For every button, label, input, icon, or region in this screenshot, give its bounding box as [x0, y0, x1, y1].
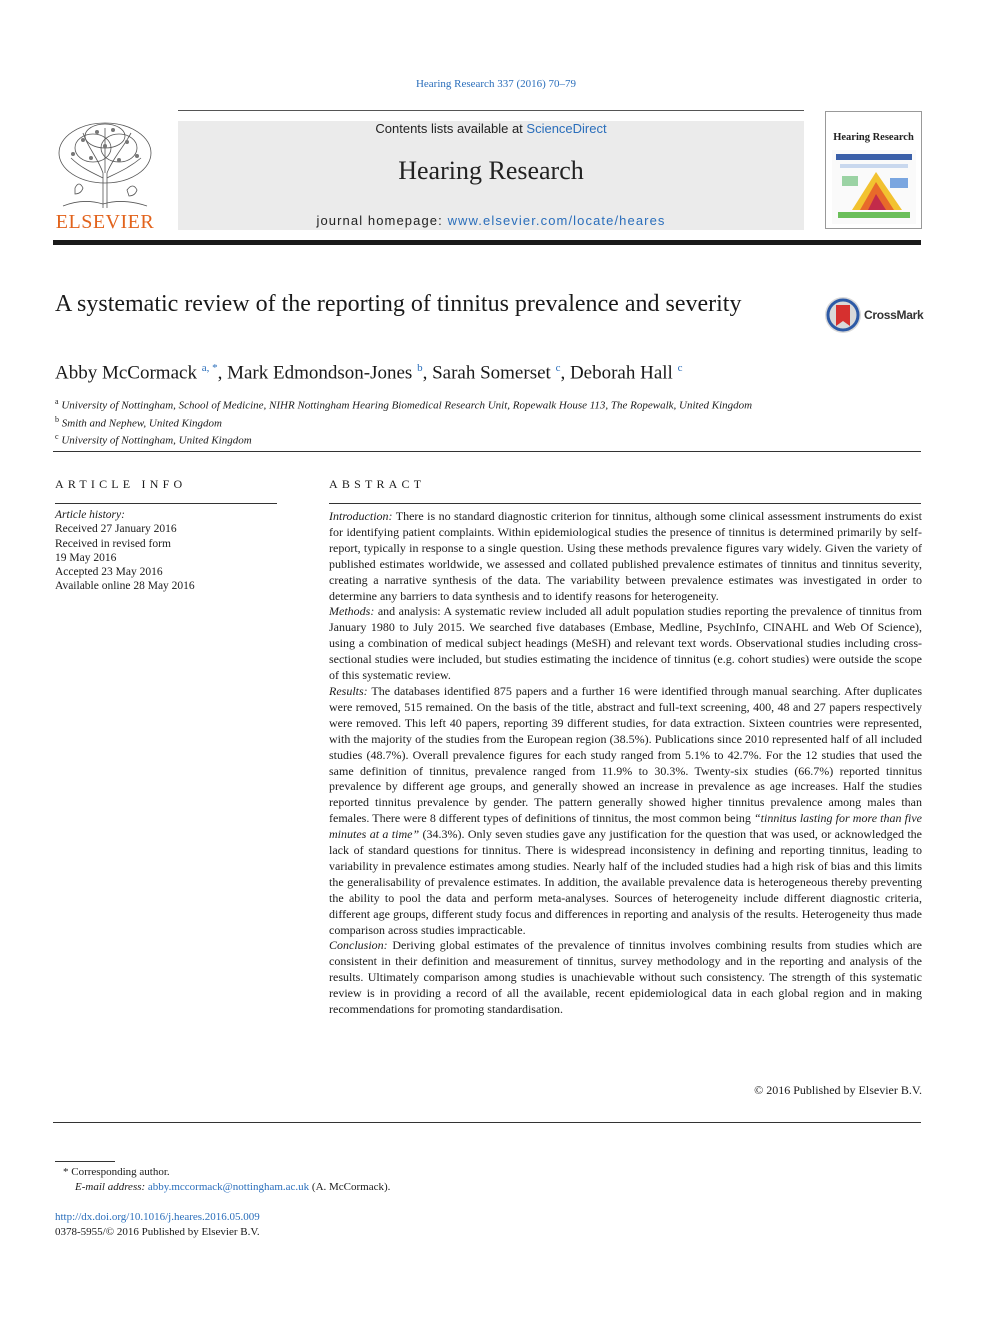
journal-banner: [178, 121, 804, 230]
affiliation-text: University of Nottingham, School of Medicine, NIHR Nottingham Hearing Biomedical Research Unit, Ropewalk House 113, The Ropewalk, United Kingdom: [61, 399, 753, 412]
methods-text: and analysis: A systematic review included all adult population studies reporting the prevalence of tinnitus from January 1980 to July 2015. We searched five databases (Embase, Medline, PsychInfo, CINAHL and Web Of Science), using a combination of medical subject headings (MeSH) and relevant text words. Observational studies including cross-sectional studies were included, but studies estimating the incidence of tinnitus (e.g. cohort studies) were outside the scope of this systematic review.: [329, 604, 922, 683]
footer-divider: [53, 1122, 921, 1123]
abstract-heading: ABSTRACT: [329, 477, 426, 491]
conclusion-text: Deriving global estimates of the prevalence of tinnitus involves combining results from studies which are consistent in their definition and measurement of tinnitus, survey methodology and in the reporting and analysis of the results. Ultimately comparison among studies is unachievable without such consistency. The strength of this systematic review is in providing a record of all the available, recent epidemiological data in each global region and in making recommendations for promoting standardisation.: [329, 938, 922, 1017]
email-note: [55, 1180, 655, 1195]
corresponding-text: Corresponding author.: [68, 1166, 170, 1178]
section-divider: [53, 451, 921, 452]
corresponding-author-note: [55, 1165, 655, 1180]
homepage-prefix: journal homepage:: [316, 213, 448, 228]
doi-link[interactable]: http://dx.doi.org/10.1016/j.heares.2016.05.009: [55, 1211, 260, 1223]
abstract-conclusion: [329, 938, 922, 1018]
email-label: E-mail address:: [75, 1181, 146, 1193]
footnotes: [55, 1165, 655, 1195]
history-line: 19 May 2016: [55, 551, 117, 564]
history-line: Received in revised form: [55, 537, 171, 550]
header-top-rule: [178, 110, 804, 111]
copyright-notice: © 2016 Published by Elsevier B.V.: [754, 1083, 922, 1097]
contents-prefix: Contents lists available at: [375, 121, 527, 136]
history-line: Available online 28 May 2016: [55, 580, 195, 593]
author-separator: ,: [217, 362, 228, 384]
journal-cover-thumbnail[interactable]: [825, 111, 922, 229]
affiliation-item: [55, 413, 915, 431]
author-name[interactable]: Abby McCormack: [55, 362, 197, 384]
contents-line: [178, 121, 804, 136]
conclusion-label: Conclusion:: [329, 938, 388, 953]
sciencedirect-link[interactable]: ScienceDirect: [526, 121, 607, 136]
crossmark-badge[interactable]: [824, 296, 924, 336]
footnote-rule: [55, 1161, 115, 1162]
article-title: A systematic review of the reporting of tinnitus prevalence and severity: [55, 291, 742, 317]
methods-label: Methods:: [329, 604, 375, 619]
article-history: [55, 508, 285, 594]
affiliation-item: [55, 395, 915, 413]
header-thick-rule: [53, 240, 921, 245]
article-info-rule: [55, 503, 277, 504]
introduction-text: There is no standard diagnostic criterion for tinnitus, although some clinical assessment instruments do exist for identifying patient complaints. Within epidemiological studies the presence of tinnitus is determined primarily by self-report, typically in response to a single question. Using these methods prevalence figures vary widely. Given the variety of published estimates worldwide, we assessed and collated published prevalence estimates of tinnitus and tinnitus severity, creating a narrative synthesis of the data. The variability between prevalence estimates was investigated in order to determine any barriers to data synthesis and to identify reasons for heterogeneity.: [329, 509, 922, 603]
corresponding-mark: *: [63, 1166, 69, 1178]
article-info-heading: ARTICLE INFO: [55, 477, 187, 491]
affiliation-mark: a: [55, 397, 59, 406]
crossmark-icon: [824, 296, 862, 334]
cover-art-icon: [832, 150, 916, 224]
journal-title: Hearing Research: [398, 156, 584, 185]
author-name[interactable]: Mark Edmondson-Jones: [227, 362, 413, 384]
crossmark-label: CrossMark: [864, 308, 924, 322]
history-line: Received 27 January 2016: [55, 523, 177, 536]
results-quote: “tinnitus lasting for more than five minutes at a time”: [329, 811, 922, 842]
results-text-continued: (34.3%). Only seven studies gave any justification for the question that was used, or acknowledged the lack of standard questions for tinnitus. There is widespread inconsistency in defining and reporting tinnitus, leading to variability in prevalence estimates among studies. Nearly half of the included studies had a high risk of bias and this limits the generalisability of prevalence estimates. In addition, the available prevalence data is heterogeneous thereby preventing the ability to pool the data and perform meta-analyses. Sources of heterogeneity include different diagnostic criteria, different age groups, different study focus and differences in reporting and analysis of the results. Heterogeneity thus made comparison across studies impracticable.: [329, 827, 922, 937]
affiliation-mark: c: [55, 432, 59, 442]
author-name[interactable]: Deborah Hall: [569, 362, 673, 384]
email-suffix: (A. McCormack).: [309, 1181, 391, 1193]
homepage-link[interactable]: www.elsevier.com/locate/heares: [447, 213, 666, 228]
author-marks[interactable]: c: [555, 362, 561, 374]
author-name[interactable]: Sarah Somerset: [432, 362, 551, 384]
publisher-name: ELSEVIER: [55, 211, 155, 233]
results-text: The databases identified 875 papers and a further 16 were identified through manual searching. After duplicates were removed, 515 remained. On the basis of the title, abstract and full-text screening, 400, 48 and 27 papers respectively were removed. This left 40 papers, reporting 39 different studies, for data extraction. Sixteen countries were represented, with the majority of the studies from the European region (38.5%). Publications since 2010 represented half of all included studies (48.7%). Overall prevalence figures for each study ranged from 5.1% to 42.7%. For the 12 studies that used the same definition of tinnitus, prevalence ranged from 11.9% to 30.3%. Twenty-six studies (66.7%) reported tinnitus prevalence by different age groups, and generally showed an increase in prevalence as age increases. Half the studies reported tinnitus prevalence by gender. The pattern generally showed higher tinnitus prevalence among males than females. There were 8 different types of definitions of tinnitus, the most common being: [329, 683, 922, 826]
results-label: Results:: [329, 683, 368, 698]
author-separator: ,: [560, 362, 570, 384]
introduction-label: Introduction:: [329, 509, 393, 523]
author-marks[interactable]: c: [677, 362, 683, 374]
abstract-methods: [329, 604, 922, 684]
abstract-rule: [329, 503, 921, 504]
affiliation-text: University of Nottingham, United Kingdom: [61, 434, 252, 447]
author-marks[interactable]: a, *: [201, 362, 218, 374]
author-separator: ,: [422, 362, 433, 384]
history-label: Article history:: [55, 509, 125, 521]
author-list: [55, 362, 915, 384]
homepage-line: [178, 213, 804, 228]
journal-citation[interactable]: Hearing Research 337 (2016) 70–79: [415, 78, 577, 90]
cover-title: Hearing Research: [833, 132, 914, 143]
affiliation-text: Smith and Nephew, United Kingdom: [61, 417, 222, 430]
author-marks[interactable]: b: [417, 362, 423, 374]
affiliation-item: [55, 430, 915, 448]
abstract-introduction: [329, 509, 922, 604]
abstract-body: [329, 509, 922, 1018]
issn-line: 0378-5955/© 2016 Published by Elsevier B.V.: [55, 1226, 260, 1238]
history-line: Accepted 23 May 2016: [55, 566, 163, 579]
affiliation-mark: b: [55, 414, 59, 424]
email-link[interactable]: abby.mccormack@nottingham.ac.uk: [147, 1181, 310, 1193]
affiliation-list: [55, 395, 915, 448]
abstract-results: [329, 684, 922, 939]
